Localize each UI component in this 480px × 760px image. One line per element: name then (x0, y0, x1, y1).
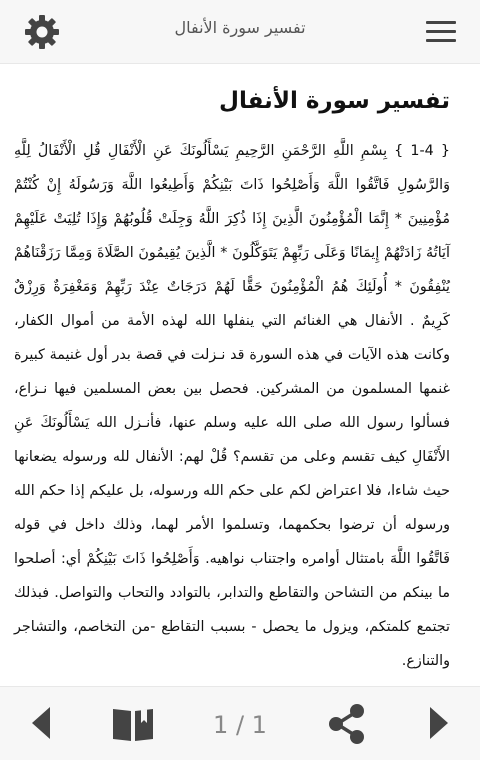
reader-content[interactable] (0, 64, 480, 686)
settings-button[interactable] (22, 12, 62, 52)
app-bar (0, 0, 480, 64)
bookmark-book-icon (110, 705, 156, 743)
share-icon (326, 703, 368, 745)
previous-page-button[interactable] (26, 703, 56, 743)
chevron-right-icon (424, 703, 454, 743)
share-button[interactable] (326, 703, 368, 745)
article-body: { 1-4 } بِسْمِ اللَّهِ الرَّحْمَنِ الرَّحِيمِ يَسْأَلُونَكَ عَنِ الْأَنْفَالِ قُلِ الْأَنْفَالُ لِلَّهِ وَالرَّسُولِ فَاتَّقُوا اللَّهَ وَأَصْلِحُوا ذَاتَ بَيْنِكُمْ وَأَطِيعُوا اللَّهَ وَرَسُولَهُ إِنْ كُنْتُمْ مُؤْمِنِينَ * إِنَّمَا الْمُؤْمِنُونَ الَّذِينَ إِذَا ذُكِرَ اللَّهُ وَجِلَتْ قُلُوبُهُمْ وَإِذَا تُلِيَتْ عَلَيْهِمْ آيَاتُهُ زَادَتْهُمْ إِيمَانًا وَعَلَى رَبِّهِمْ يَتَوَكَّلُونَ * الَّذِينَ يُقِيمُونَ الصَّلَاةَ وَمِمَّا رَزَقْنَاهُمْ يُنْفِقُونَ * أُولَئِكَ هُمُ الْمُؤْمِنُونَ حَقًّا لَهُمْ دَرَجَاتٌ عِنْدَ رَبِّهِمْ وَمَغْفِرَةٌ وَرِزْقٌ كَرِيمٌ . الأنفال هي الغنائم التي ينفلها الله لهذه الأمة من أموال الكفار، وكانت هذه الآيات في هذه السورة قد نـزلت في قصة بدر أول غنيمة كبيرة غنمها المسلمون من المشركين. فحصل بين بعض المسلمين فيها نـزاع، فسألوا رسول الله صلى الله عليه وسلم عنها، فأنـزل الله يَسْأَلُونَكَ عَنِ الأَنْفَالِ كيف تقسم وعلى من تقسم؟ قُلْ لهم: الأنفال لله ورسوله يضعانها حيث شاءا، فلا اعتراض لكم على حكم الله ورسوله، بل عليكم إذا حكم الله ورسوله أن ترضوا بحكمهما، وتسلموا الأمر لهما، وذلك داخل في قوله فَاتَّقُوا اللَّهَ بامتثال أوامره واجتناب نواهيه. وَأَصْلِحُوا ذَاتَ بَيْنِكُمْ أي: أصلحوا ما بينكم من التشاحن والتقاطع والتدابر، بالتوادد والتحاب والتواصل. فبذلك تجتمع كلمتكم، ويزول ما يحصل - بسبب التقاطع -من التخاصم، والتشاجر والتنازع. (14, 143, 450, 669)
hamburger-menu-icon-line (426, 21, 456, 24)
article-title: تفسير سورة الأنفال (219, 88, 450, 114)
next-page-button[interactable] (424, 703, 454, 743)
hamburger-menu-icon-line (426, 39, 456, 42)
hamburger-menu-icon-line (426, 30, 456, 33)
app-bar-title: تفسير سورة الأنفال (174, 18, 306, 37)
bottom-toolbar (0, 686, 480, 760)
page-indicator: 1 / 1 (213, 711, 267, 739)
gear-icon (22, 12, 62, 52)
chevron-left-icon (26, 703, 56, 743)
hamburger-menu-button[interactable] (426, 18, 458, 46)
bookmark-button[interactable] (110, 705, 156, 743)
